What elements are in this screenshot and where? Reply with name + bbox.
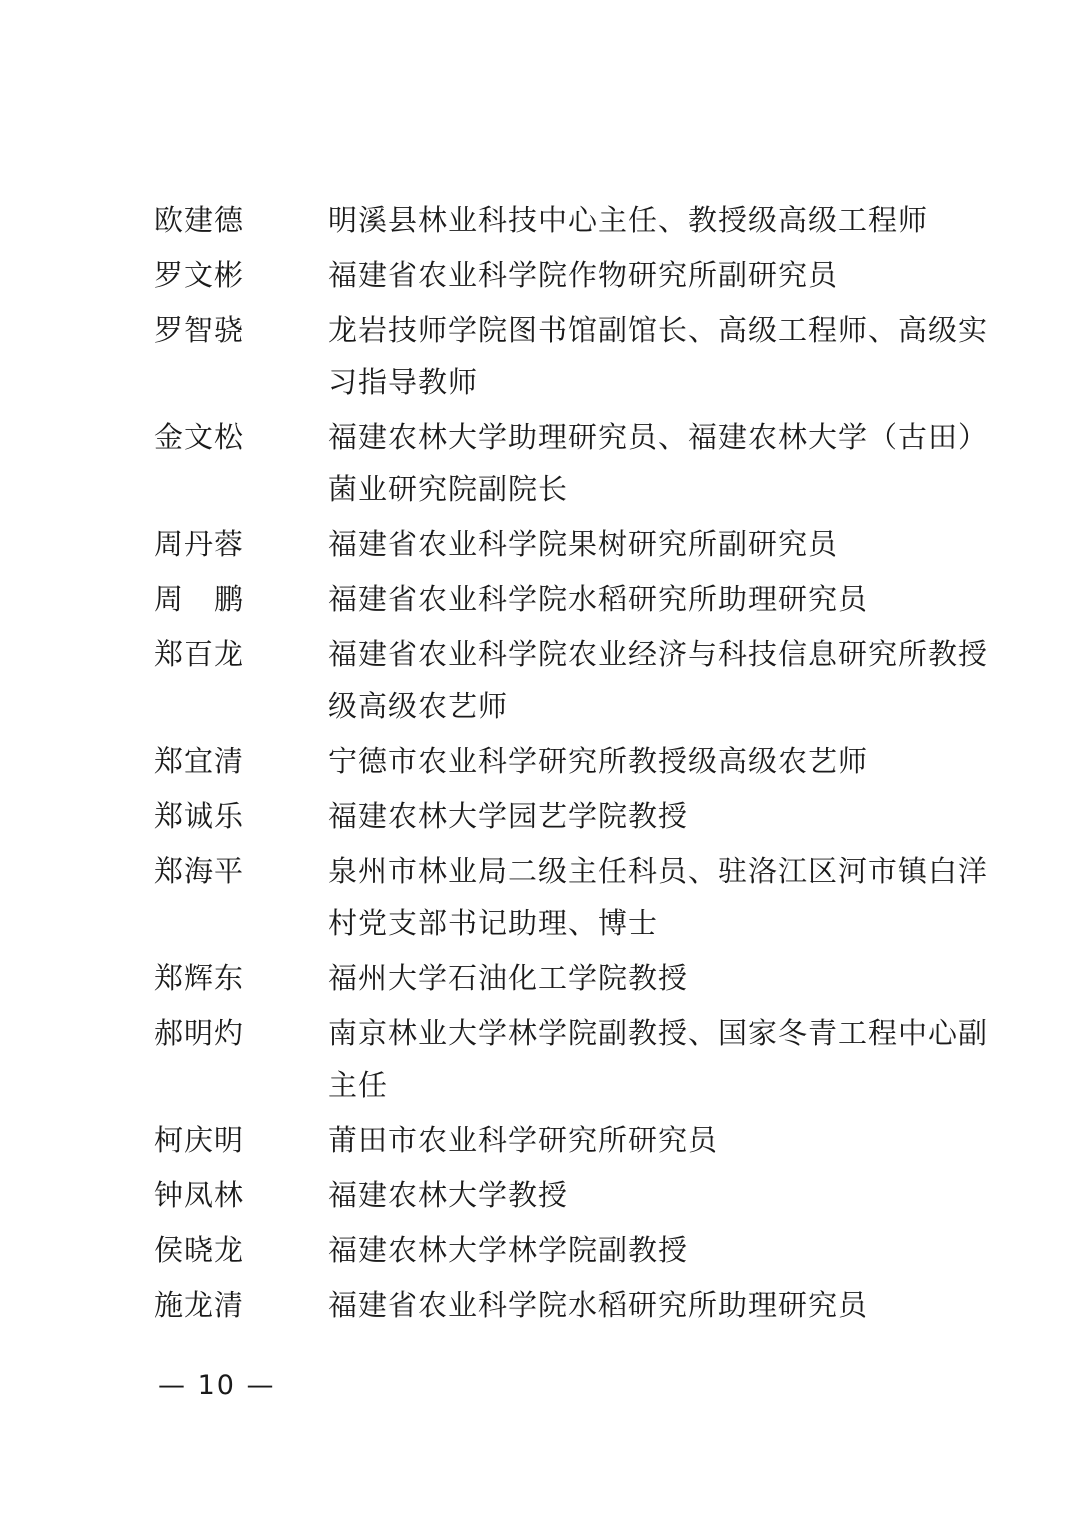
person-title: 福建省农业科学院作物研究所副研究员: [328, 258, 839, 292]
person-title: 福建省农业科学院农业经济与科技信息研究所教授级高级农艺师: [328, 637, 989, 723]
list-item: [154, 1007, 1014, 1111]
person-name: 罗文彬: [154, 258, 245, 292]
list-item: [154, 735, 1014, 787]
list-item: [154, 1114, 1014, 1166]
list-item: [154, 845, 1014, 949]
person-title: 莆田市农业科学研究所研究员: [328, 1123, 719, 1157]
list-item: [154, 573, 1014, 625]
person-name: 侯晓龙: [154, 1233, 245, 1267]
person-title: 福建省农业科学院水稻研究所助理研究员: [328, 1288, 869, 1322]
person-title: 福建农林大学园艺学院教授: [328, 799, 689, 833]
person-name: 郑百龙: [154, 637, 245, 671]
list-item: [154, 790, 1014, 842]
list-item: [154, 952, 1014, 1004]
person-title: 福建农林大学助理研究员、福建农林大学（古田）菌业研究院副院长: [328, 420, 989, 506]
list-item: [154, 1224, 1014, 1276]
person-name: 柯庆明: [154, 1123, 245, 1157]
person-name: 周 鹏: [154, 582, 245, 616]
person-name: 欧建德: [154, 203, 245, 237]
person-title: 明溪县林业科技中心主任、教授级高级工程师: [328, 203, 929, 237]
person-name: 郑诚乐: [154, 799, 245, 833]
list-item: [154, 411, 1014, 515]
person-title: 龙岩技师学院图书馆副馆长、高级工程师、高级实习指导教师: [328, 313, 989, 399]
person-name: 郝明灼: [154, 1016, 245, 1050]
person-name: 金文松: [154, 420, 245, 454]
list-item: [154, 304, 1014, 408]
person-title: 宁德市农业科学研究所教授级高级农艺师: [328, 744, 869, 778]
person-name: 周丹蓉: [154, 527, 245, 561]
person-name: 罗智骁: [154, 313, 245, 347]
person-title: 福建农林大学林学院副教授: [328, 1233, 689, 1267]
person-title: 福建省农业科学院果树研究所副研究员: [328, 527, 839, 561]
person-title: 福州大学石油化工学院教授: [328, 961, 689, 995]
list-item: [154, 1279, 1014, 1331]
list-item: [154, 249, 1014, 301]
person-name: 钟凤林: [154, 1178, 245, 1212]
page-number: — 10 —: [158, 1370, 276, 1401]
person-title: 泉州市林业局二级主任科员、驻洛江区河市镇白洋村党支部书记助理、博士: [328, 854, 989, 940]
person-name: 郑辉东: [154, 961, 245, 995]
person-title: 福建省农业科学院水稻研究所助理研究员: [328, 582, 869, 616]
list-item: [154, 194, 1014, 246]
personnel-list: [154, 194, 1014, 1334]
list-item: [154, 628, 1014, 732]
person-title: 福建农林大学教授: [328, 1178, 569, 1212]
list-item: [154, 518, 1014, 570]
person-name: 施龙清: [154, 1288, 245, 1322]
person-title: 南京林业大学林学院副教授、国家冬青工程中心副主任: [328, 1016, 989, 1102]
list-item: [154, 1169, 1014, 1221]
person-name: 郑宜清: [154, 744, 245, 778]
person-name: 郑海平: [154, 854, 245, 888]
